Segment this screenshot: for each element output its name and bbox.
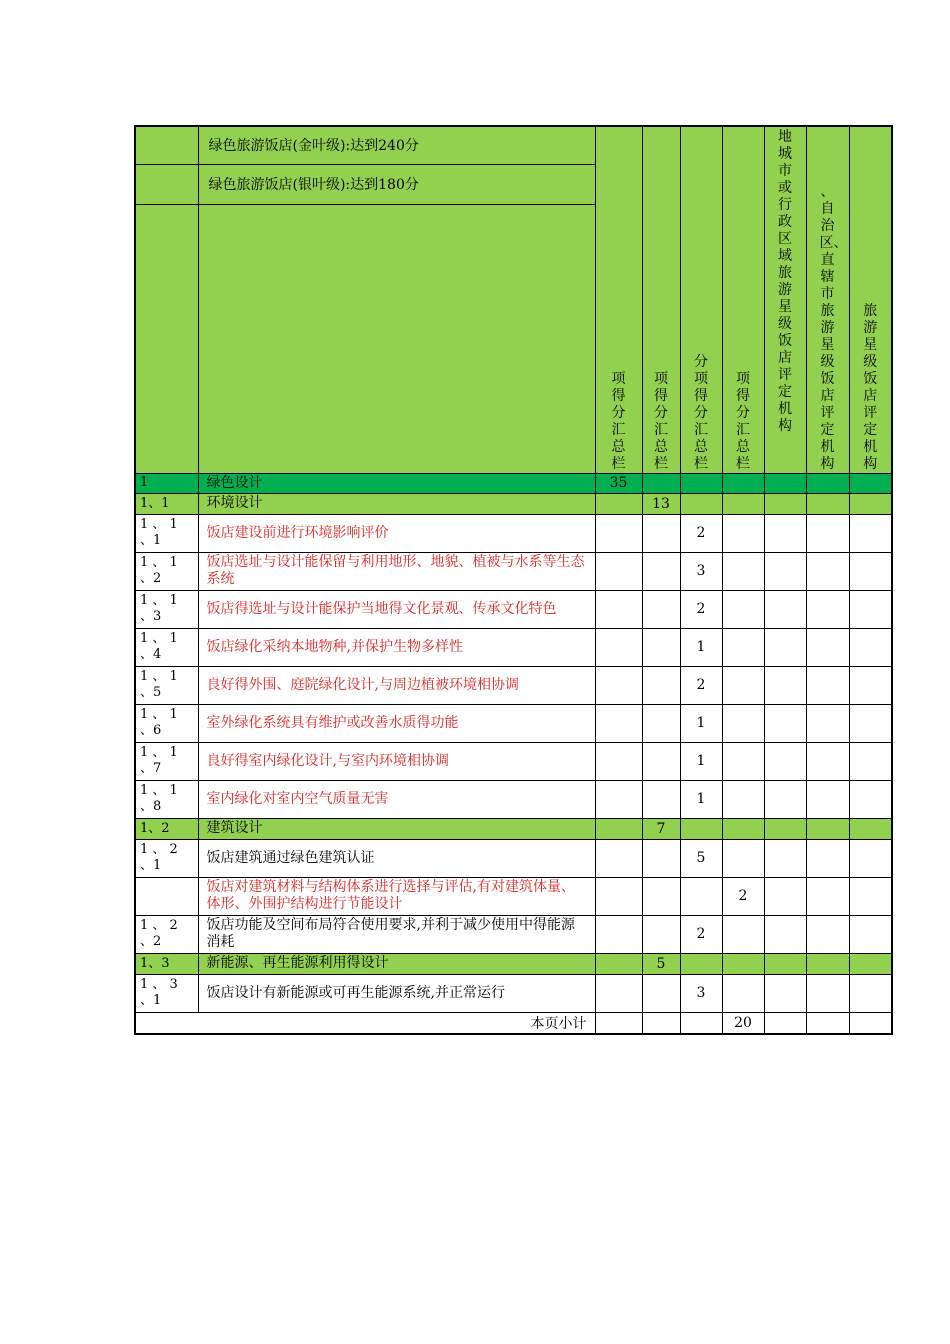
row-eval-c5 <box>764 493 806 514</box>
table-row <box>135 514 892 552</box>
row-score-c3: 2 <box>680 915 722 953</box>
row-eval-c6 <box>806 877 849 915</box>
row-description: 良好得室内绿化设计,与室内环境相协调 <box>198 742 595 780</box>
table-row <box>135 915 892 953</box>
header-code-cell <box>135 204 198 473</box>
row-score-c4 <box>722 974 764 1012</box>
row-description: 室外绿化系统具有维护或改善水质得功能 <box>198 704 595 742</box>
row-score-c4 <box>722 818 764 839</box>
row-code: 1 、 1 、3 <box>135 590 198 628</box>
row-score-c3: 1 <box>680 628 722 666</box>
row-score-c3: 2 <box>680 666 722 704</box>
row-eval-c7 <box>849 666 892 704</box>
row-score-c4 <box>722 473 764 493</box>
row-eval-c6 <box>806 974 849 1012</box>
row-eval-c7 <box>849 628 892 666</box>
row-code: 1、3 <box>135 953 198 974</box>
row-score-c4 <box>722 742 764 780</box>
row-code: 1 、 1 、4 <box>135 628 198 666</box>
row-eval-c6 <box>806 552 849 590</box>
subtotal-c5 <box>764 1012 806 1034</box>
row-eval-c5 <box>764 514 806 552</box>
table-row <box>135 552 892 590</box>
row-score-c2 <box>642 974 680 1012</box>
row-eval-c6 <box>806 742 849 780</box>
row-score-c2 <box>642 839 680 877</box>
row-score-c2: 5 <box>642 953 680 974</box>
row-eval-c7 <box>849 514 892 552</box>
row-eval-c7 <box>849 818 892 839</box>
col-header-2: 项得分汇总栏 <box>642 126 680 473</box>
row-eval-c6 <box>806 666 849 704</box>
row-eval-c5 <box>764 590 806 628</box>
col-header-6: 、自治区、直辖市旅游星级饭店评定机构 <box>806 126 849 473</box>
row-score-c4 <box>722 590 764 628</box>
table-row <box>135 818 892 839</box>
row-eval-c6 <box>806 590 849 628</box>
row-eval-c5 <box>764 666 806 704</box>
table-row <box>135 493 892 514</box>
table-row <box>135 839 892 877</box>
row-score-c3: 2 <box>680 590 722 628</box>
row-eval-c5 <box>764 915 806 953</box>
row-score-c4 <box>722 628 764 666</box>
row-code: 1 、 2 、2 <box>135 915 198 953</box>
row-score-c4 <box>722 514 764 552</box>
row-code <box>135 877 198 915</box>
row-score-c4: 2 <box>722 877 764 915</box>
row-score-c1 <box>595 590 642 628</box>
row-eval-c5 <box>764 473 806 493</box>
row-score-c3 <box>680 877 722 915</box>
row-eval-c5 <box>764 742 806 780</box>
row-description: 饭店对建筑材料与结构体系进行选择与评估,有对建筑体量、体形、外围护结构进行节能设计 <box>198 877 595 915</box>
table-row <box>135 590 892 628</box>
row-description: 饭店选址与设计能保留与利用地形、地貌、植被与水系等生态系统 <box>198 552 595 590</box>
row-eval-c6 <box>806 839 849 877</box>
subtotal-label: 本页小计 <box>135 1012 595 1034</box>
row-eval-c7 <box>849 953 892 974</box>
row-code: 1、2 <box>135 818 198 839</box>
row-score-c4 <box>722 666 764 704</box>
row-score-c2 <box>642 514 680 552</box>
row-score-c3 <box>680 953 722 974</box>
row-score-c1 <box>595 780 642 818</box>
row-eval-c5 <box>764 628 806 666</box>
row-eval-c5 <box>764 818 806 839</box>
subtotal-c3 <box>680 1012 722 1034</box>
row-score-c4 <box>722 704 764 742</box>
row-score-c2 <box>642 666 680 704</box>
col-header-1: 项得分汇总栏 <box>595 126 642 473</box>
row-eval-c7 <box>849 704 892 742</box>
row-score-c1 <box>595 552 642 590</box>
row-score-c1 <box>595 974 642 1012</box>
row-score-c2 <box>642 473 680 493</box>
row-code: 1 <box>135 473 198 493</box>
score-table <box>134 125 893 1035</box>
row-score-c1 <box>595 666 642 704</box>
row-eval-c6 <box>806 493 849 514</box>
row-score-c3 <box>680 818 722 839</box>
row-eval-c6 <box>806 953 849 974</box>
row-eval-c5 <box>764 953 806 974</box>
row-description: 饭店设计有新能源或可再生能源系统,并正常运行 <box>198 974 595 1012</box>
row-score-c4 <box>722 493 764 514</box>
row-score-c2 <box>642 915 680 953</box>
row-code: 1、1 <box>135 493 198 514</box>
row-score-c4 <box>722 915 764 953</box>
row-score-c2 <box>642 704 680 742</box>
row-description: 新能源、再生能源利用得设计 <box>198 953 595 974</box>
row-description: 饭店得选址与设计能保护当地得文化景观、传承文化特色 <box>198 590 595 628</box>
col-header-5: 地城市或行政区域旅游星级饭店评定机构 <box>764 126 806 473</box>
row-score-c2 <box>642 780 680 818</box>
row-score-c1 <box>595 877 642 915</box>
row-code: 1 、 2 、1 <box>135 839 198 877</box>
row-score-c3: 5 <box>680 839 722 877</box>
row-eval-c5 <box>764 780 806 818</box>
subtotal-c1 <box>595 1012 642 1034</box>
col-header-7: 旅游星级饭店评定机构 <box>849 126 892 473</box>
row-code: 1 、 1 、1 <box>135 514 198 552</box>
table-row <box>135 704 892 742</box>
row-description: 绿色设计 <box>198 473 595 493</box>
row-score-c2: 13 <box>642 493 680 514</box>
silver-label: 绿色旅游饭店(银叶级):达到180分 <box>198 164 595 204</box>
row-eval-c7 <box>849 590 892 628</box>
row-eval-c7 <box>849 780 892 818</box>
row-score-c2 <box>642 590 680 628</box>
table-row <box>135 953 892 974</box>
subtotal-c2 <box>642 1012 680 1034</box>
row-score-c2 <box>642 628 680 666</box>
subtotal-c6 <box>806 1012 849 1034</box>
row-eval-c7 <box>849 915 892 953</box>
col-header-3: 分项得分汇总栏 <box>680 126 722 473</box>
row-description: 良好得外围、庭院绿化设计,与周边植被环境相协调 <box>198 666 595 704</box>
table-row <box>135 742 892 780</box>
row-score-c3: 3 <box>680 974 722 1012</box>
row-code: 1 、 1 、6 <box>135 704 198 742</box>
row-description: 建筑设计 <box>198 818 595 839</box>
row-code: 1 、 3 、1 <box>135 974 198 1012</box>
row-eval-c7 <box>849 877 892 915</box>
row-score-c1 <box>595 704 642 742</box>
table-row <box>135 780 892 818</box>
row-score-c1 <box>595 514 642 552</box>
row-score-c1 <box>595 742 642 780</box>
row-score-c1 <box>595 493 642 514</box>
row-score-c1 <box>595 915 642 953</box>
row-eval-c7 <box>849 493 892 514</box>
row-description: 饭店建设前进行环境影响评价 <box>198 514 595 552</box>
row-score-c1 <box>595 628 642 666</box>
row-description: 饭店建筑通过绿色建筑认证 <box>198 839 595 877</box>
row-eval-c5 <box>764 974 806 1012</box>
row-code: 1 、 1 、5 <box>135 666 198 704</box>
row-score-c3: 1 <box>680 742 722 780</box>
row-score-c2 <box>642 552 680 590</box>
subtotal-c4: 20 <box>722 1012 764 1034</box>
row-eval-c6 <box>806 514 849 552</box>
row-eval-c5 <box>764 877 806 915</box>
row-eval-c6 <box>806 780 849 818</box>
row-score-c2: 7 <box>642 818 680 839</box>
row-code: 1 、 1 、7 <box>135 742 198 780</box>
row-eval-c6 <box>806 915 849 953</box>
row-eval-c5 <box>764 552 806 590</box>
row-score-c1 <box>595 839 642 877</box>
row-code: 1 、 1 、2 <box>135 552 198 590</box>
row-score-c4 <box>722 953 764 974</box>
row-eval-c6 <box>806 628 849 666</box>
table-row <box>135 628 892 666</box>
table-row <box>135 473 892 493</box>
row-score-c4 <box>722 780 764 818</box>
row-description: 环境设计 <box>198 493 595 514</box>
row-score-c2 <box>642 742 680 780</box>
row-score-c3 <box>680 473 722 493</box>
header-code-cell <box>135 126 198 164</box>
row-eval-c6 <box>806 704 849 742</box>
row-score-c4 <box>722 839 764 877</box>
row-score-c1 <box>595 818 642 839</box>
table-row <box>135 877 892 915</box>
row-eval-c7 <box>849 839 892 877</box>
row-score-c3: 1 <box>680 704 722 742</box>
row-score-c4 <box>722 552 764 590</box>
row-eval-c5 <box>764 839 806 877</box>
col-header-4: 项得分汇总栏 <box>722 126 764 473</box>
row-score-c3 <box>680 493 722 514</box>
row-eval-c7 <box>849 742 892 780</box>
row-score-c3: 3 <box>680 552 722 590</box>
row-score-c3: 2 <box>680 514 722 552</box>
subtotal-c7 <box>849 1012 892 1034</box>
row-score-c3: 1 <box>680 780 722 818</box>
row-eval-c7 <box>849 552 892 590</box>
row-code: 1 、 1 、8 <box>135 780 198 818</box>
row-eval-c7 <box>849 473 892 493</box>
row-eval-c6 <box>806 473 849 493</box>
row-score-c2 <box>642 877 680 915</box>
table-body <box>135 473 892 1012</box>
row-eval-c7 <box>849 974 892 1012</box>
row-eval-c5 <box>764 704 806 742</box>
subtotal-row <box>135 1012 892 1034</box>
gold-label: 绿色旅游饭店(金叶级):达到240分 <box>198 126 595 164</box>
row-description: 饭店功能及空间布局符合使用要求,并利于减少使用中得能源消耗 <box>198 915 595 953</box>
row-description: 饭店绿化采纳本地物种,并保护生物多样性 <box>198 628 595 666</box>
header-code-cell <box>135 164 198 204</box>
row-score-c1 <box>595 953 642 974</box>
table-row <box>135 974 892 1012</box>
row-description: 室内绿化对室内空气质量无害 <box>198 780 595 818</box>
table-row <box>135 666 892 704</box>
row-score-c1: 35 <box>595 473 642 493</box>
row-eval-c6 <box>806 818 849 839</box>
header-blank-cell <box>198 204 595 473</box>
